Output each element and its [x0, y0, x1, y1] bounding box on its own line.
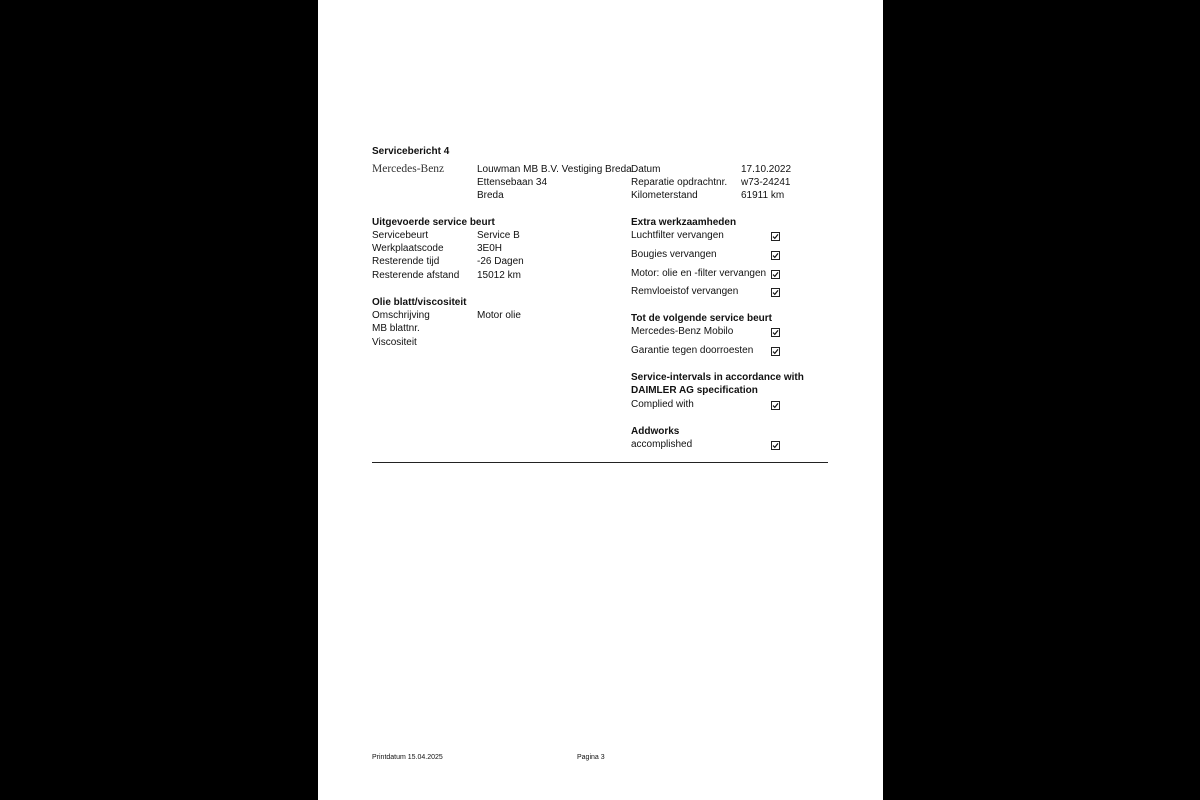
section-divider	[372, 462, 828, 463]
service-label: Resterende tijd	[372, 256, 440, 267]
checkbox-checked[interactable]	[771, 270, 780, 279]
extra-item-label: Motor: olie en -filter vervangen	[631, 268, 767, 279]
info-value: 61911 km	[741, 190, 785, 201]
checkbox-checked[interactable]	[771, 401, 780, 410]
next-item-label: Garantie tegen doorroesten	[631, 345, 754, 356]
info-value: 17.10.2022	[741, 164, 792, 175]
service-value: Service B	[477, 230, 520, 241]
intervals-heading-line2: DAIMLER AG specification	[631, 385, 758, 396]
checkbox-checked[interactable]	[771, 251, 780, 260]
dealer-street: Ettensebaan 34	[477, 177, 548, 188]
oil-label: Omschrijving	[372, 310, 430, 321]
oil-value: Motor olie	[477, 310, 521, 321]
checkmark-icon	[772, 233, 779, 240]
checkbox-checked[interactable]	[771, 347, 780, 356]
service-heading: Uitgevoerde service beurt	[372, 217, 495, 228]
brand-logo-text: Mercedes-Benz	[372, 163, 445, 175]
dealer-name: Louwman MB B.V. Vestiging Breda	[477, 164, 632, 175]
dealer-city: Breda	[477, 190, 504, 201]
page-number: Pagina 3	[577, 754, 605, 761]
checkmark-icon	[772, 402, 779, 409]
checkmark-icon	[772, 252, 779, 259]
print-date: Printdatum 15.04.2025	[372, 754, 443, 761]
service-value: -26 Dagen	[477, 256, 524, 267]
info-label: Kilometerstand	[631, 190, 698, 201]
service-value: 3E0H	[477, 243, 503, 254]
service-label: Werkplaatscode	[372, 243, 444, 254]
extra-heading: Extra werkzaamheden	[631, 217, 737, 228]
oil-heading: Olie blatt/viscositeit	[372, 297, 467, 308]
document-page	[318, 0, 883, 800]
service-value: 15012 km	[477, 270, 521, 281]
info-label: Reparatie opdrachtnr.	[631, 177, 728, 188]
checkmark-icon	[772, 442, 779, 449]
service-label: Servicebeurt	[372, 230, 429, 241]
extra-item-label: Remvloeistof vervangen	[631, 286, 739, 297]
next-service-heading: Tot de volgende service beurt	[631, 313, 772, 324]
report-title: Servicebericht 4	[372, 146, 450, 157]
checkmark-icon	[772, 289, 779, 296]
next-item-label: Mercedes-Benz Mobilo	[631, 326, 734, 337]
service-label: Resterende afstand	[372, 270, 460, 281]
addworks-item-label: accomplished	[631, 439, 693, 450]
checkbox-checked[interactable]	[771, 232, 780, 241]
checkmark-icon	[772, 271, 779, 278]
oil-label: Viscositeit	[372, 337, 417, 348]
addworks-heading: Addworks	[631, 426, 680, 437]
checkbox-checked[interactable]	[771, 288, 780, 297]
intervals-heading: Service-intervals in accordance with	[631, 372, 804, 383]
intervals-item-label: Complied with	[631, 399, 694, 410]
info-value: w73-24241	[741, 177, 791, 188]
checkbox-checked[interactable]	[771, 441, 780, 450]
checkbox-checked[interactable]	[771, 328, 780, 337]
checkmark-icon	[772, 329, 779, 336]
oil-label: MB blattnr.	[372, 323, 420, 334]
extra-item-label: Bougies vervangen	[631, 249, 717, 260]
extra-item-label: Luchtfilter vervangen	[631, 230, 724, 241]
info-label: Datum	[631, 164, 661, 175]
checkmark-icon	[772, 348, 779, 355]
